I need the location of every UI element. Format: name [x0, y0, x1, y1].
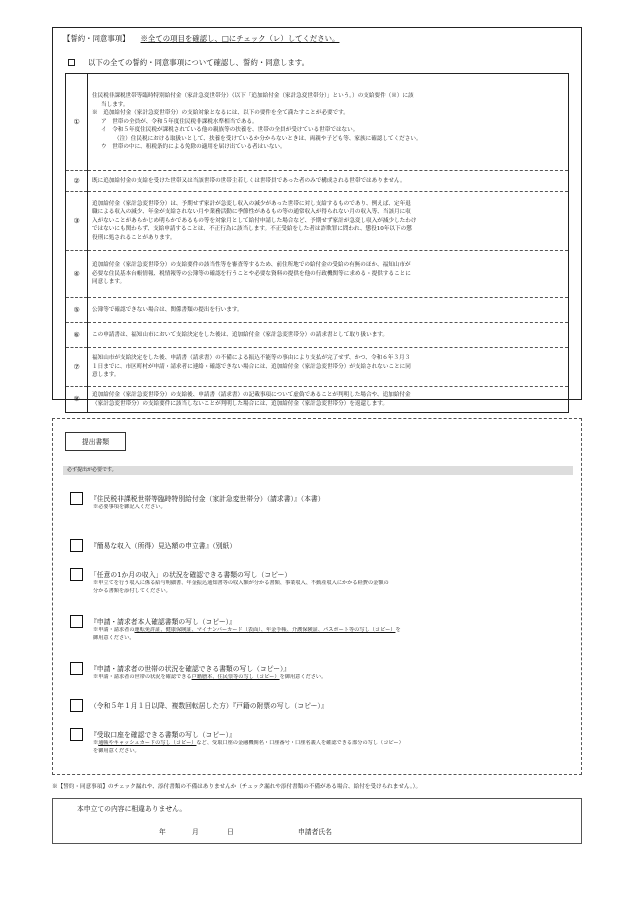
oath-item-number: ③ — [66, 192, 88, 251]
document-note-line — [93, 740, 575, 748]
oath-item-number: ④ — [66, 251, 88, 298]
check-reminder-note: ※【誓約・同意事項】のチェック漏れや、添付書類の不備はありませんか（チェック漏れや添付書類の不備がある場合、給付を受けられません。）。 — [52, 784, 422, 790]
document-note-line: ※申立てを行う収入に係る給与明細書、年金振込通知書等の収入額が分かる書類、事業収入、不動産収入にかかる経費の金額の — [93, 580, 389, 586]
oath-item-text — [88, 387, 569, 413]
document-checkbox[interactable] — [70, 539, 83, 552]
oath-item — [66, 192, 569, 251]
document-checkbox[interactable] — [70, 568, 83, 581]
confirmation-statement: 本申立ての内容に相違ありません。 — [77, 805, 187, 813]
note-underlined: 通帳やキャッシュカードの写し（コピー） — [98, 740, 197, 746]
note-prefix: ※申請・請求者の — [93, 627, 135, 633]
documents-header: 提出書類 — [65, 432, 126, 451]
oath-item-number: ① — [66, 74, 88, 171]
document-note — [93, 580, 575, 595]
oath-item-number: ⑥ — [66, 323, 88, 348]
oath-title: 【誓約・同意事項】 — [63, 34, 130, 43]
agree-all-label: 以下の全ての誓約・同意事項について確認し、誓約・同意します。 — [88, 58, 309, 67]
oath-title-row — [63, 33, 339, 44]
document-note-line — [93, 627, 575, 635]
year-label: 年 — [159, 828, 166, 836]
confirmation-box — [52, 798, 582, 844]
document-note-line: 分かる書類を添付してください。 — [93, 587, 171, 594]
document-checkbox[interactable] — [70, 492, 83, 505]
oath-item-text — [88, 348, 569, 387]
oath-text-line: ※ 追加給付金（家計急変世帯分）の支給対象となるには、以下の要件を全て満たすことが必要です。 — [92, 110, 349, 117]
oath-text-line: 追加給付金（家計急変世帯分）の支給要件の該当性等を審査等するため、前住所地での給付金の受給の有無のほか、福知山市が — [92, 262, 411, 269]
agree-all-checkbox[interactable] — [68, 59, 75, 66]
oath-item — [66, 171, 569, 192]
document-note — [93, 504, 575, 512]
oath-text-line: ア 世帯の全員が、令和５年度住民税非課税水準相当である。 — [101, 118, 258, 125]
oath-text-line: 既に追加給付金の支給を受けた世帯又は当該世帯の世帯主若しくは世帯員であった者のみで構成される世帯ではありません。 — [92, 177, 406, 184]
note-underlined: 運転免許証、健康保険証、マイナンバーカード（表面）、年金手帳、介護保険証、パスポート等の写し（コピー） — [134, 627, 396, 633]
note-suffix: を御用意ください。 — [279, 674, 327, 680]
oath-item — [66, 251, 569, 298]
note-suffix: を — [395, 627, 401, 633]
oath-item — [66, 298, 569, 323]
document-checkbox[interactable] — [70, 662, 83, 675]
oath-item-number: ⑤ — [66, 298, 88, 323]
document-title: 『申請・請求者の世帯の状況を確認できる書類の写し（コピー）』 — [90, 665, 291, 673]
oath-text-line: 住民税非課税世帯等臨時特別給付金（家計急変世帯分）（以下「追加給付金（家計急変世帯分）」という。）の支給要件（※）に該 — [92, 93, 414, 100]
oath-item-text — [88, 192, 569, 251]
oath-text-line: （家計急変世帯分）の支給要件に該当しないことが判明した場合には、追加給付金（家計急変世帯分）を返還します。 — [92, 400, 389, 407]
oath-item — [66, 387, 569, 413]
oath-text-line: 入がないことがあらかじめ明らかであるもの等を対象月として給付申請した場合など、予期せず家計が急変し収入が減少したわけ — [92, 217, 417, 224]
note-suffix: など、受取口座の金融機関名・口座番号・口座名義人を確認できる部分の写し（コピー） — [196, 740, 404, 746]
oath-text-line: 福知山市が支給決定をした後、申請書（請求書）の不備による振込不能等の事由により支払が完了せず、かつ、令和６年３月３ — [92, 355, 411, 362]
oath-items-table — [65, 73, 569, 413]
oath-item-text — [88, 74, 569, 171]
oath-text-line: 同意します。 — [92, 279, 126, 286]
oath-item-number: ⑦ — [66, 348, 88, 387]
note-prefix: ※申請・請求者の世帯の状況を確認できる — [93, 674, 192, 680]
document-note — [93, 740, 575, 755]
oath-text-line: 当します。 — [101, 101, 129, 108]
date-signature-row — [133, 826, 452, 836]
document-title: 「任意の1か月の収入」の状況を確認できる書類の写し（コピー） — [90, 571, 292, 579]
month-label: 月 — [192, 828, 199, 836]
day-label: 日 — [227, 828, 234, 836]
oath-instruction: ※全ての項目を確認し、□にチェック（レ）してください。 — [140, 34, 340, 43]
note-prefix: ※ — [93, 740, 99, 746]
note-underlined: 戸籍謄本、住民票等の写し（コピー） — [191, 674, 280, 680]
document-title: 『住民税非課税世帯等臨時特別給付金（家計急変世帯分）（請求書）』（本書） — [90, 495, 325, 503]
applicant-name-label: 申請者氏名 — [298, 828, 332, 836]
oath-text-line: ではないにも関わらず、支給申請することは、不正行為に該当します。不正受給をした者は詐欺罪に問われ、懲役10年以下の懲 — [92, 226, 412, 233]
oath-text-line: （注）住民税における取扱いとして、扶養を受けているか分からないときは、両親や子ども等、家族に確認してください。 — [114, 135, 422, 142]
document-title: 『申請・請求者本人確認書類の写し（コピー）』 — [90, 618, 236, 626]
oath-text-line: 意します。 — [92, 372, 120, 379]
oath-section — [52, 27, 582, 407]
oath-text-line: 追加給付金（家計急変世帯分）の支給後、申請書（請求書）の記載事項について虚偽であることが判明した場合や、追加給付金 — [92, 392, 411, 398]
oath-item-number: ② — [66, 171, 88, 192]
oath-item-number: ⑧ — [66, 387, 88, 413]
required-note-bar: 必ず提出が必要です。 — [63, 466, 573, 475]
oath-text-line: １日までに、市区町村が申請・請求者に連絡・確認できない場合には、追加給付金（家計急変世帯分）が支給されないことに同 — [92, 363, 411, 370]
document-checkbox[interactable] — [70, 615, 83, 628]
oath-text-line: この申請書は、福知山市において支給決定をした後は、追加給付金（家計急変世帯分）の請求書として取り扱います。 — [92, 331, 389, 338]
oath-text-line: 役刑に処されることがあります。 — [92, 234, 176, 241]
agree-all-row[interactable] — [68, 57, 309, 68]
oath-text-line: 職による収入の減少、年金が支給されない月や業務活動に季節性があるもの等の通常収入が得られない月の収入等、当該月に収 — [92, 209, 411, 216]
oath-item-text — [88, 171, 569, 192]
document-note-line: 御用意ください。 — [93, 634, 135, 641]
document-note-line — [93, 674, 575, 682]
document-note-line: を御用意ください。 — [93, 747, 140, 754]
oath-item — [66, 323, 569, 348]
oath-text-line: ウ 世帯の中に、租税条約による免除の適用を届け出ている者はいない。 — [101, 144, 286, 151]
oath-item — [66, 348, 569, 387]
document-title: 『受取口座を確認できる書類の写し（コピー）』 — [90, 731, 236, 739]
oath-text-line: 必要な住民基本台帳情報、税情報等の公簿等の確認を行うことや必要な資料の提供を他の行政機関等に求める・提供することに — [92, 270, 411, 277]
document-note — [93, 674, 575, 682]
documents-section — [52, 418, 582, 775]
oath-item-text — [88, 298, 569, 323]
oath-text-line: イ 令和５年度住民税が課税されている他の親族等の扶養を、世帯の全員が受けている世帯ではない。 — [101, 127, 359, 134]
document-note-line: ※必要事項を御記入ください。 — [93, 504, 166, 510]
oath-item-text — [88, 251, 569, 298]
oath-text-line: 公簿等で確認できない場合は、関係書類の提出を行います。 — [92, 306, 243, 313]
oath-item — [66, 74, 569, 171]
oath-text-line: 追加給付金（家計急変世帯分）は、予期せず家計が急変し収入の減少があった世帯に対し支給するものであり、例えば、定年退 — [92, 200, 411, 207]
document-checkbox[interactable] — [70, 699, 83, 712]
document-note — [93, 627, 575, 642]
oath-item-text — [88, 323, 569, 348]
document-checkbox[interactable] — [70, 728, 83, 741]
document-title: 『簡易な収入（所得）見込額の申立書』（別紙） — [90, 542, 237, 550]
document-title: （令和５年１月１日以降、複数回転居した方）『戸籍の附票の写し（コピー）』 — [90, 702, 328, 710]
